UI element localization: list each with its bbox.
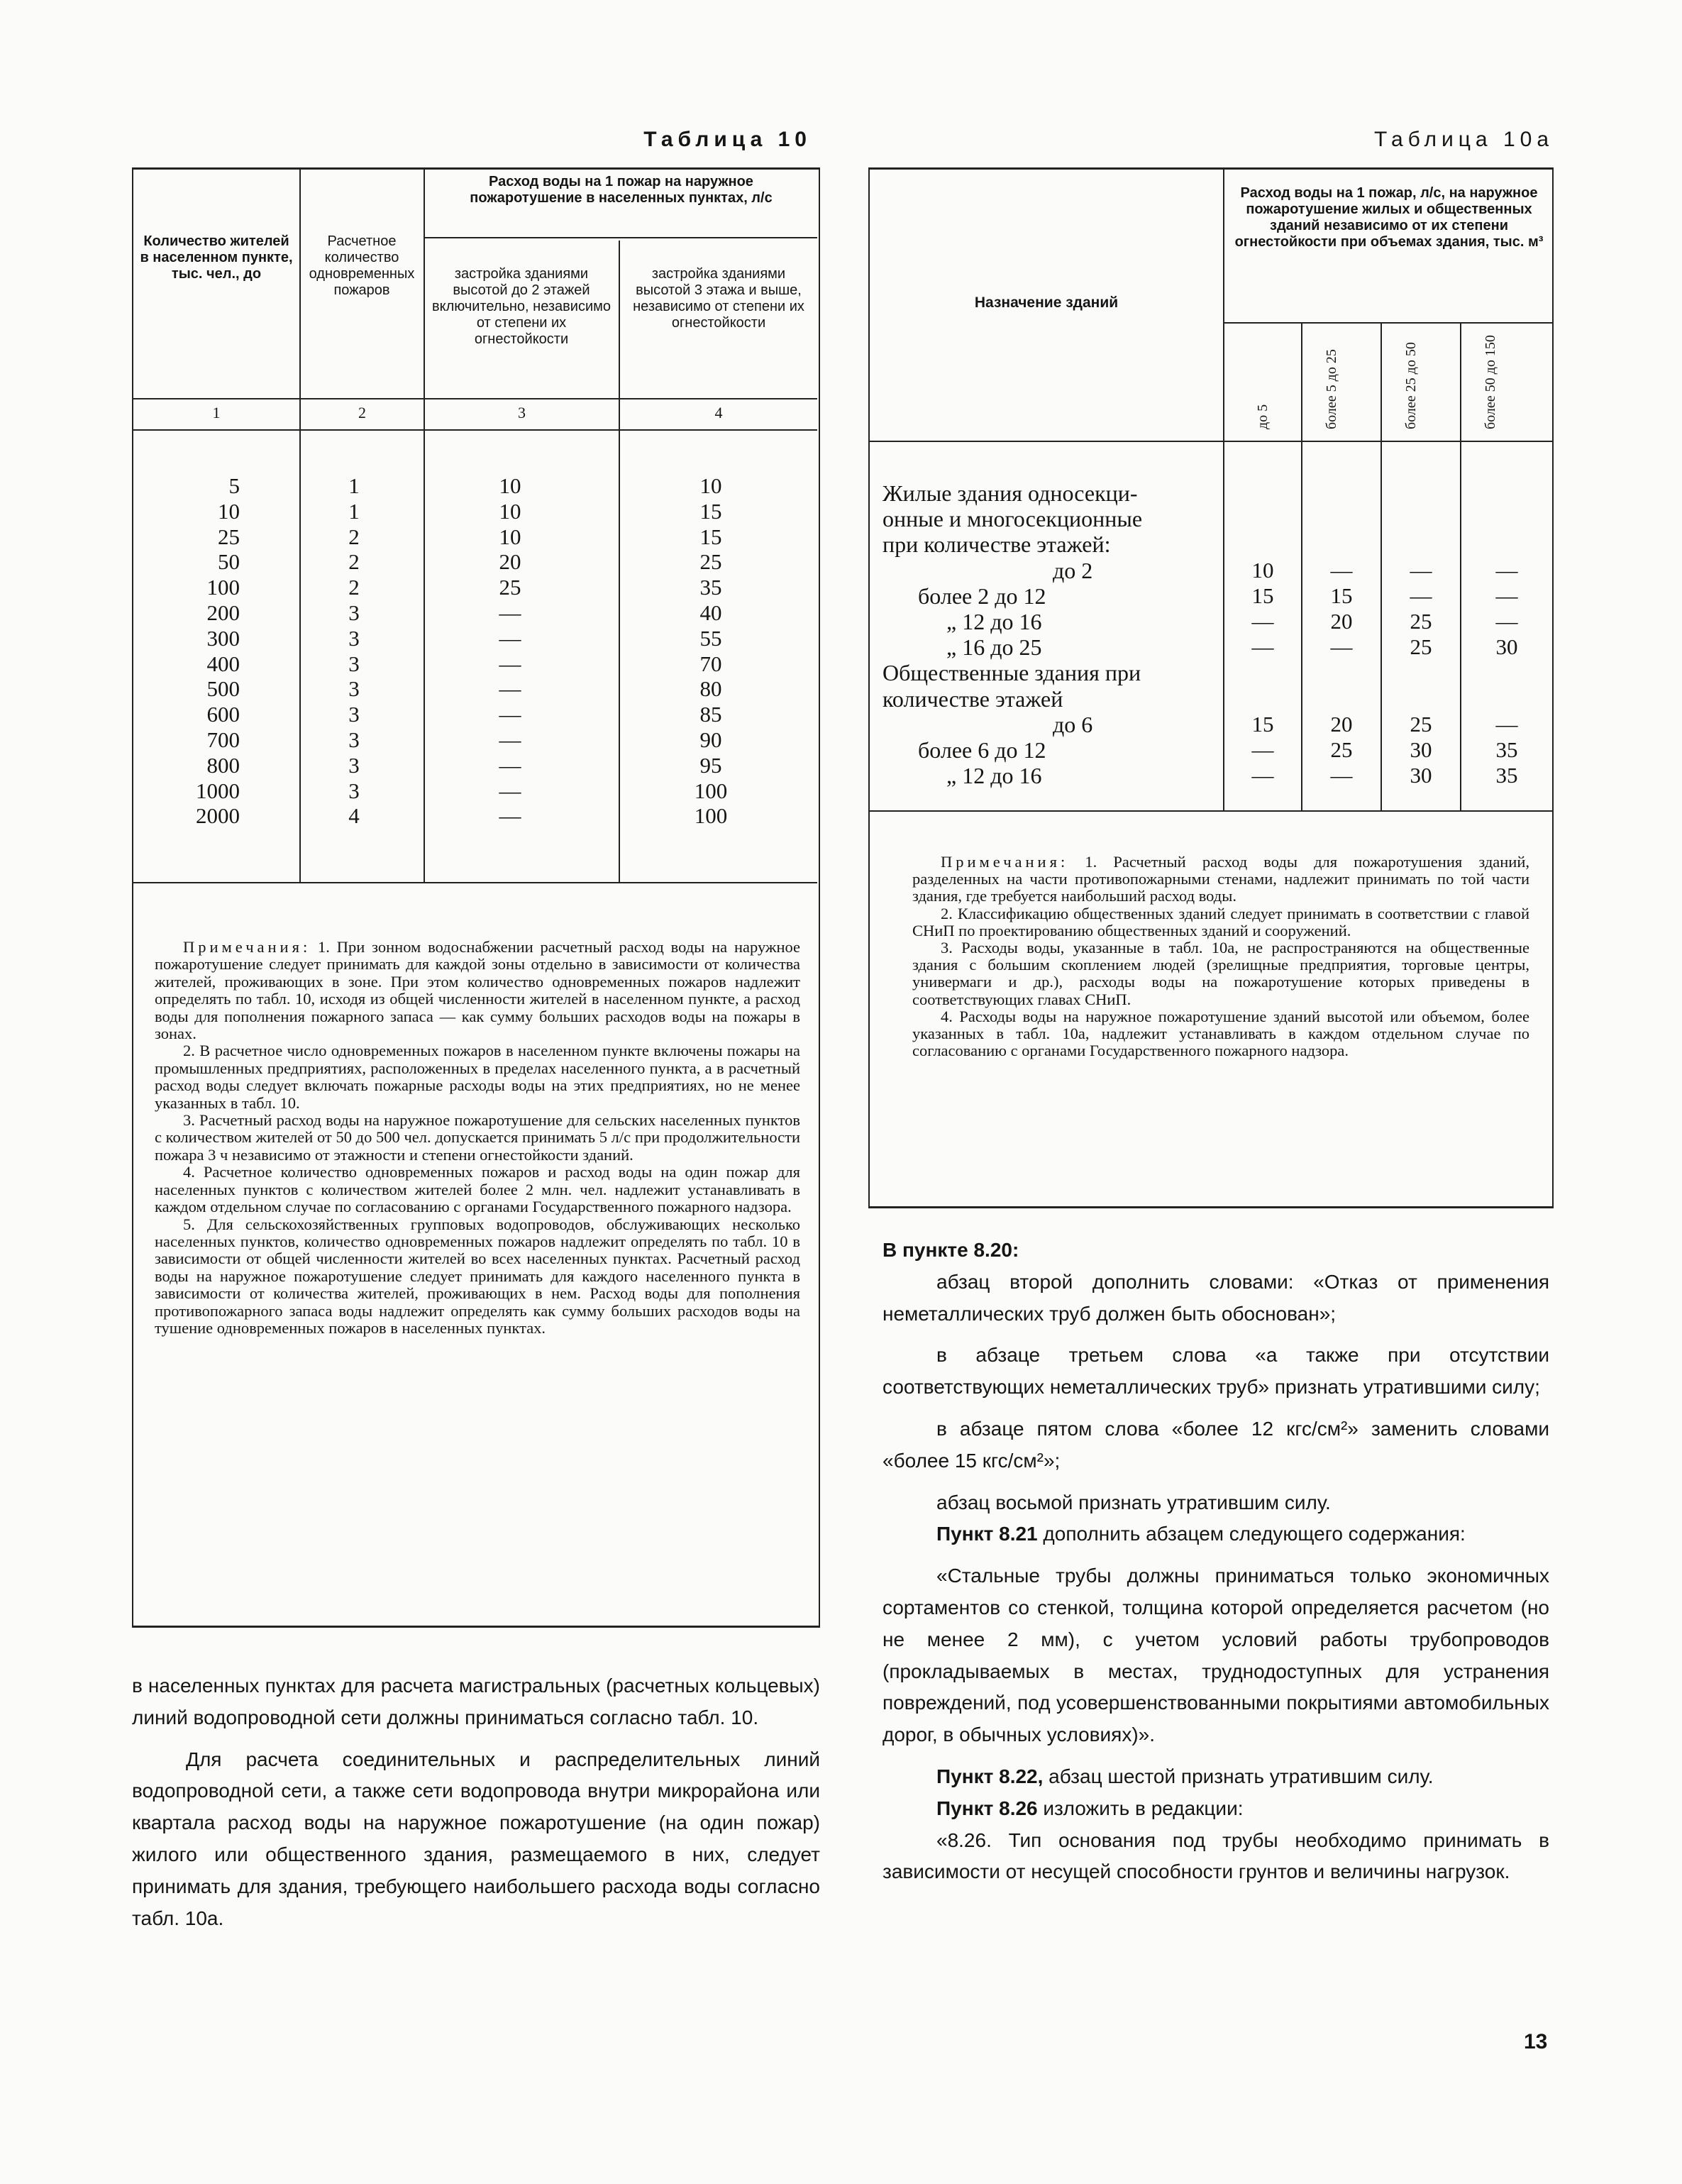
t10a-cell-r5-c2: 15 xyxy=(1330,583,1353,608)
t10a-cell-r11-c3: 30 xyxy=(1410,737,1432,763)
t10-cell-r6-c2: 3 xyxy=(348,600,360,625)
t10-cell-r12-c1: 800 xyxy=(206,752,240,778)
p820-item-2: в абзаце третьем слова «а также при отсутствии соответствующих неметаллических труб» признать утратившими силу; xyxy=(883,1344,1549,1399)
t10a-cell-r12-c4: 35 xyxy=(1495,763,1518,788)
t10a-cell-r11-c2: 25 xyxy=(1330,737,1353,763)
t10a-cell-r5-c3: — xyxy=(1410,583,1432,608)
t10-note-5: 5. Для сельскохозяйственных групповых водопроводов, обслуживающих несколько населенных пунктов, количество одновременных пожаров надлежит определять по табл. 10 в зависимости от общей численности жителей во всех населенных пунктах. Расчетный расход воды на наружное пожаротушение следует принимать для каждого населенного пункта в зависимости от количества жителей, проживающих в нем. Расход воды для пополнения противопожарного запаса воды надлежит определять как сумму больших расходов воды на тушение одновременных пожаров в населенных пунктах. xyxy=(155,1215,800,1337)
t10-cell-r2-c2: 1 xyxy=(348,498,360,524)
p820-item-4: абзац восьмой признать утратившим силу. xyxy=(936,1491,1331,1513)
t10-colnum-4: 4 xyxy=(714,404,723,421)
t10-note-1: 1. При зонном водоснабжении расчетный расход воды на наружное пожаротушение следует принимать для каждой зоны отдельно в зависимости от количества жителей, проживающих в зоне. При этом количество одновременных пожаров надлежит определять по табл. 10, исходя из общей численности жителей в населенном пункте, а расход воды для пополнения пожарного запаса — как сумму больших расходов воды на пожары в зонах. xyxy=(155,938,801,1043)
t10-cell-r10-c2: 3 xyxy=(348,702,360,727)
t10-cell-r8-c1: 400 xyxy=(206,651,240,676)
left-column xyxy=(132,128,820,1628)
p821-lead: Пункт 8.21 xyxy=(936,1523,1038,1545)
t10a-hline-group xyxy=(1223,322,1552,324)
t10-header-col2: Расчетное количество одновременных пожаров xyxy=(309,233,415,298)
table-10a-notes xyxy=(912,854,1529,1059)
t10a-sub-1: до 5 xyxy=(1255,404,1271,429)
t10a-hline-header xyxy=(870,441,1552,442)
p826-rest: изложить в редакции: xyxy=(1037,1797,1244,1819)
t10a-row-label-9: количестве этажей xyxy=(883,685,1063,712)
t10a-cell-r8-c3 xyxy=(1382,660,1460,685)
t10a-cell-r6-c3: 25 xyxy=(1410,609,1432,634)
t10-cell-r9-c1: 500 xyxy=(206,676,240,702)
t10a-values-col-4 xyxy=(1461,480,1552,788)
t10a-cell-r7-c2: — xyxy=(1330,634,1353,660)
t10-cell-r14-c4: 100 xyxy=(694,803,728,829)
t10-cell-r9-c3: — xyxy=(499,676,521,702)
t10a-cell-r12-c1: — xyxy=(1251,763,1274,788)
t10a-row-label-11: более 6 до 12 xyxy=(918,737,1046,763)
t10-cell-r1-c1: 5 xyxy=(228,473,240,498)
t10a-row-label-5: более 2 до 12 xyxy=(918,583,1046,609)
t10a-cell-r1-c1 xyxy=(1224,480,1301,506)
t10a-cell-r3-c3 xyxy=(1382,531,1460,557)
t10a-cell-r5-c1: 15 xyxy=(1251,583,1274,608)
t10a-sub-3: более 25 до 50 xyxy=(1403,342,1419,429)
t10-hline-nums xyxy=(133,429,817,431)
t10-cell-r6-c4: 40 xyxy=(699,600,722,625)
table-10-title: Таблица 10 xyxy=(643,128,812,151)
t10a-cell-r8-c1 xyxy=(1224,660,1301,685)
t10a-cell-r8-c4 xyxy=(1461,660,1552,685)
t10-cell-r6-c1: 200 xyxy=(206,600,240,625)
t10a-cell-r7-c3: 25 xyxy=(1410,634,1432,660)
t10a-cell-r2-c2 xyxy=(1302,506,1381,531)
t10a-header-group: Расход воды на 1 пожар, л/с, на наружное пожаротушение жилых и общественных зданий независимо от их степени огнестойкости при объемах здания, тыс. м³ xyxy=(1234,185,1544,250)
t10-hline-group xyxy=(424,237,817,238)
t10a-sub-4: более 50 до 150 xyxy=(1483,335,1498,429)
t10-cell-r13-c4: 100 xyxy=(694,778,728,803)
page-number: 13 xyxy=(1524,2030,1548,2053)
t10-cell-r11-c1: 700 xyxy=(206,727,240,752)
t10a-cell-r10-c4: — xyxy=(1495,711,1518,737)
t10a-cell-r3-c1 xyxy=(1224,531,1301,557)
t10a-header-col1: Назначение зданий xyxy=(974,294,1119,311)
t10-cell-r9-c4: 80 xyxy=(699,676,722,702)
t10-cell-r14-c1: 2000 xyxy=(196,803,240,829)
t10a-cell-r11-c4: 35 xyxy=(1495,737,1518,763)
left-paragraph-2: Для расчета соединительных и распределительных линий водопроводной сети, а также сети водопровода внутри микрорайона или квартала расход воды на наружное пожаротушение (на один пожар) жилого или общественного здания, размещаемого в них, следует принимать для здания, требующего наибольшего расхода воды согласно табл. 10а. xyxy=(132,1748,820,1929)
t10-cell-r4-c2: 2 xyxy=(348,549,360,575)
t10a-cell-r10-c1: 15 xyxy=(1251,711,1274,737)
t10-cell-r7-c4: 55 xyxy=(699,625,722,651)
t10-cell-r14-c2: 4 xyxy=(348,803,360,829)
p820-item-3: в абзаце пятом слова «более 12 кгс/см²» заменить словами «более 15 кгс/см²»; xyxy=(883,1417,1549,1472)
t10a-cell-r9-c3 xyxy=(1382,686,1460,712)
t10-cell-r12-c3: — xyxy=(499,752,521,778)
p822-lead: Пункт 8.22, xyxy=(936,1765,1044,1787)
table-10 xyxy=(132,167,820,1628)
t10a-cell-r5-c4: — xyxy=(1495,583,1518,608)
t10a-cell-r7-c1: — xyxy=(1251,634,1274,660)
t10a-note-4: 4. Расходы воды на наружное пожаротушение зданий высотой или объемом, более указанных в табл. 10а, надлежит устанавливать в каждом отдельном случае по согласованию с органами Государственного пожарного надзора. xyxy=(912,1007,1529,1060)
t10-header-col3: застройка зданиями высотой до 2 этажей включительно, независимо от степени их огнестойкости xyxy=(431,266,612,347)
p822-rest: абзац шестой признать утратившим силу. xyxy=(1043,1765,1434,1787)
t10-cell-r10-c4: 85 xyxy=(699,702,722,727)
t10a-cell-r12-c3: 30 xyxy=(1410,763,1432,788)
t10a-row-label-1: Жилые здания односекци- xyxy=(883,480,1138,506)
t10a-cell-r8-c2 xyxy=(1302,660,1381,685)
t10-column-3 xyxy=(425,473,595,829)
t10a-cell-r10-c2: 20 xyxy=(1330,711,1353,737)
table-10a-title: Таблица 10а xyxy=(1373,128,1554,151)
t10-cell-r12-c4: 95 xyxy=(699,752,722,778)
t10-cell-r5-c2: 2 xyxy=(348,575,360,600)
t10-cell-r3-c3: 10 xyxy=(499,524,521,549)
left-paragraph-1: в населенных пунктах для расчета магистральных (расчетных кольцевых) линий водопроводной сети должны приниматься согласно табл. 10. xyxy=(132,1675,820,1728)
t10-cell-r9-c2: 3 xyxy=(348,676,360,702)
t10-cell-r3-c4: 15 xyxy=(699,524,722,549)
t10a-values-col-1 xyxy=(1224,480,1301,788)
t10-cell-r1-c2: 1 xyxy=(348,473,360,498)
t10-cell-r1-c3: 10 xyxy=(499,473,521,498)
t10-hline-body-end xyxy=(133,882,817,883)
t10a-cell-r1-c4 xyxy=(1461,480,1552,506)
t10a-row-label-6: „ 12 до 16 xyxy=(946,609,1042,635)
t10a-cell-r11-c1: — xyxy=(1251,737,1274,763)
t10-cell-r6-c3: — xyxy=(499,600,521,625)
t10-cell-r10-c1: 600 xyxy=(206,702,240,727)
t10-column-4 xyxy=(620,473,802,829)
t10-note-4: 4. Расчетное количество одновременных пожаров и расход воды на один пожар для населенных пунктов с количеством жителей более 2 млн. чел. надлежит устанавливать в каждом отдельном случае по согласованию с органами Государственного пожарного надзора. xyxy=(155,1163,800,1216)
p820-heading: В пункте 8.20: xyxy=(883,1239,1019,1261)
t10a-note-2: 2. Классификацию общественных зданий следует принимать в соответствии с главой СНиП по проектированию общественных зданий и сооружений. xyxy=(912,904,1529,939)
t10-cell-r4-c3: 20 xyxy=(499,549,521,575)
t10a-row-label-12: „ 12 до 16 xyxy=(946,763,1042,789)
t10a-cell-r2-c1 xyxy=(1224,506,1301,531)
p821-quote: «Стальные трубы должны приниматься только экономичных сортаментов со стенкой, толщина которой определяется расчетом (но не менее 2 мм), с учетом условий работы трубопроводов (прокладываемых в местах, труднодоступных для устранения повреждений, под усовершенствованными покрытиями автомобильных дорог, в обычных условиях)». xyxy=(883,1565,1549,1746)
t10-column-2 xyxy=(301,473,407,829)
t10-column-1 xyxy=(133,473,240,829)
t10a-cell-r6-c2: 20 xyxy=(1330,609,1353,634)
t10-header-group: Расход воды на 1 пожар на наружное пожаротушение в населенных пунктах, л/с xyxy=(470,174,773,206)
t10-cell-r12-c2: 3 xyxy=(348,752,360,778)
t10a-hline-body-end xyxy=(870,810,1552,812)
t10a-cell-r2-c4 xyxy=(1461,506,1552,531)
t10-cell-r2-c1: 10 xyxy=(218,498,240,524)
t10-cell-r13-c2: 3 xyxy=(348,778,360,803)
t10-hline-header xyxy=(133,398,817,399)
t10a-cell-r9-c4 xyxy=(1461,686,1552,712)
right-column xyxy=(868,128,1554,1208)
t10a-cell-r7-c4: 30 xyxy=(1495,634,1518,660)
table-10a xyxy=(868,167,1554,1208)
t10-notes-label: Примечания: xyxy=(183,938,311,956)
t10a-row-label-8: Общественные здания при xyxy=(883,660,1141,686)
p821-rest: дополнить абзацем следующего содержания: xyxy=(1037,1523,1466,1545)
t10-cell-r11-c2: 3 xyxy=(348,727,360,752)
t10a-cell-r2-c3 xyxy=(1382,506,1460,531)
t10a-cell-r3-c2 xyxy=(1302,531,1381,557)
t10-cell-r7-c3: — xyxy=(499,625,521,651)
t10-cell-r3-c2: 2 xyxy=(348,524,360,549)
left-body-text xyxy=(132,1670,820,1944)
t10-colnum-2: 2 xyxy=(358,404,366,421)
t10a-cell-r9-c2 xyxy=(1302,686,1381,712)
t10-colnum-3: 3 xyxy=(518,404,526,421)
t10a-notes-label: Примечания: xyxy=(941,853,1069,871)
t10-cell-r7-c1: 300 xyxy=(206,625,240,651)
t10-colnum-1: 1 xyxy=(212,404,221,421)
t10-cell-r13-c1: 1000 xyxy=(196,778,240,803)
t10-cell-r5-c4: 35 xyxy=(699,575,722,600)
t10-cell-r13-c3: — xyxy=(499,778,521,803)
right-body-text xyxy=(883,1235,1549,1898)
t10a-row-label-3: при количестве этажей: xyxy=(883,531,1111,558)
t10-note-3: 3. Расчетный расход воды на наружное пожаротушение для сельских населенных пунктов с количеством жителей от 50 до 500 чел. допускается принимать 5 л/с при продолжительности пожара 3 ч независимо от этажности и степени огнестойкости зданий. xyxy=(155,1111,800,1164)
t10-note-2: 2. В расчетное число одновременных пожаров в населенном пункте включены пожары на промышленных предприятиях, расположенных в пределах населенного пункта, а в расчетный расход воды следует включать пожарные расходы воды на этих предприятиях, но не менее указанных в табл. 10. xyxy=(155,1042,800,1112)
t10-cell-r10-c3: — xyxy=(499,702,521,727)
t10a-cell-r1-c3 xyxy=(1382,480,1460,506)
t10-cell-r3-c1: 25 xyxy=(218,524,240,549)
t10a-cell-r6-c4: — xyxy=(1495,609,1518,634)
t10a-cell-r9-c1 xyxy=(1224,686,1301,712)
t10a-values-col-3 xyxy=(1382,480,1460,788)
t10a-row-label-7: „ 16 до 25 xyxy=(946,634,1042,661)
t10a-row-label-4: до 2 xyxy=(1053,557,1093,583)
t10a-sub-2: более 5 до 25 xyxy=(1324,349,1339,429)
t10a-cell-r4-c2: — xyxy=(1330,557,1353,583)
t10-cell-r2-c4: 15 xyxy=(699,498,722,524)
t10-cell-r4-c4: 25 xyxy=(699,549,722,575)
t10a-cell-r10-c3: 25 xyxy=(1410,711,1432,737)
t10-cell-r14-c3: — xyxy=(499,803,521,829)
t10-cell-r11-c3: — xyxy=(499,727,521,752)
t10-cell-r1-c4: 10 xyxy=(699,473,722,498)
t10a-cell-r4-c3: — xyxy=(1410,557,1432,583)
t10a-row-label-10: до 6 xyxy=(1053,711,1093,737)
table-10-notes xyxy=(155,939,800,1337)
t10-cell-r11-c4: 90 xyxy=(699,727,722,752)
t10a-values-col-2 xyxy=(1302,480,1381,788)
t10-cell-r5-c1: 100 xyxy=(206,575,240,600)
p826-lead: Пункт 8.26 xyxy=(936,1797,1038,1819)
t10-cell-r7-c2: 3 xyxy=(348,625,360,651)
t10a-note-3: 3. Расходы воды, указанные в табл. 10а, не распространяются на общественные здания с большим скоплением людей (зрелищные предприятия, торговые центры, универмаги и др.), расходы воды на пожаротушение которых приведены в соответствующих главах СНиП. xyxy=(912,939,1529,1008)
t10a-cell-r6-c1: — xyxy=(1251,609,1274,634)
t10-header-col4: застройка зданиями высотой 3 этажа и выше, независимо от степени их огнестойкости xyxy=(633,266,804,331)
t10a-cell-r3-c4 xyxy=(1461,531,1552,557)
t10a-cell-r12-c2: — xyxy=(1330,763,1353,788)
t10a-cell-r4-c4: — xyxy=(1495,557,1518,583)
t10-cell-r8-c3: — xyxy=(499,651,521,676)
t10-cell-r8-c2: 3 xyxy=(348,651,360,676)
t10-cell-r4-c1: 50 xyxy=(218,549,240,575)
t10a-cell-r1-c2 xyxy=(1302,480,1381,506)
t10a-cell-r4-c1: 10 xyxy=(1251,557,1274,583)
t10-header-col1: Количество жителей в населенном пункте, тыс. чел., до xyxy=(140,233,293,282)
t10a-row-labels xyxy=(883,480,1223,788)
t10-cell-r2-c3: 10 xyxy=(499,498,521,524)
t10a-row-label-2: онные и многосекционные xyxy=(883,506,1143,532)
t10a-note-1: 1. Расчетный расход воды для пожаротушения зданий, разделенных на части противопожарными стенами, надлежит принимать по той части здания, где требуется наибольший расход воды. xyxy=(912,853,1530,905)
p820-item-1: абзац второй дополнить словами: «Отказ от применения неметаллических труб должен быть обоснован»; xyxy=(883,1270,1549,1325)
t10-cell-r8-c4: 70 xyxy=(699,651,722,676)
p826-quote: «8.26. Тип основания под трубы необходимо принимать в зависимости от несущей способности грунтов и величины нагрузок. xyxy=(883,1829,1549,1883)
t10-cell-r5-c3: 25 xyxy=(499,575,521,600)
